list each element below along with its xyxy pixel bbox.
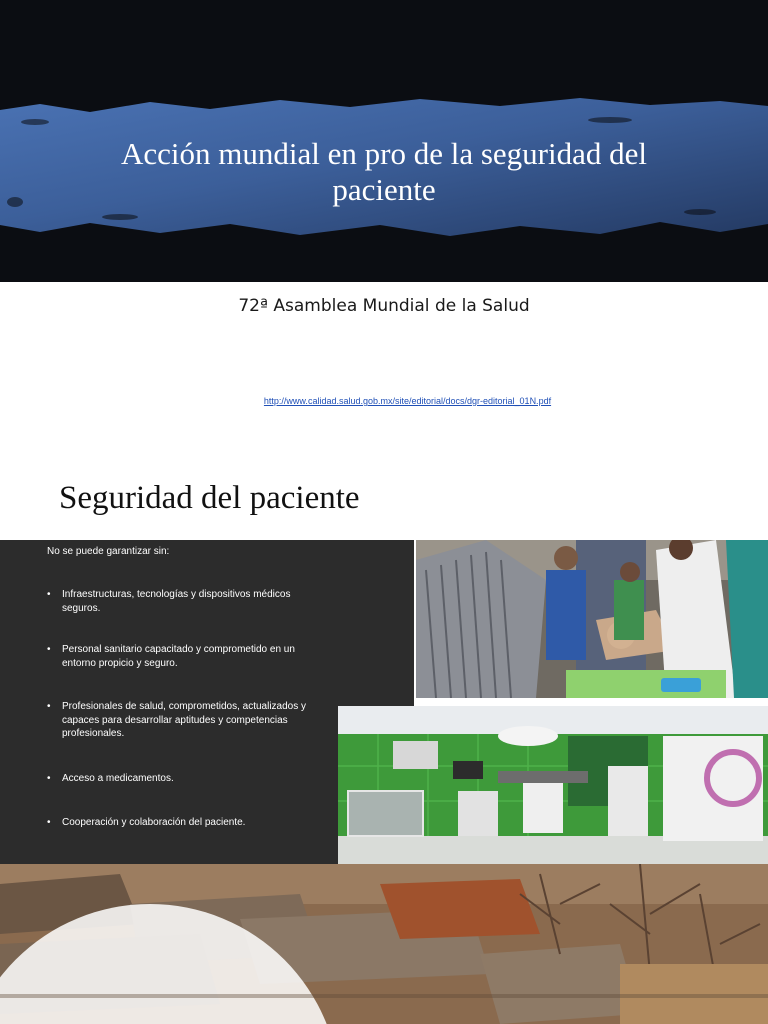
slide2-title: Seguridad del paciente [59,480,360,516]
title-line-1: Acción mundial en pro de la seguridad del [121,136,647,171]
list-item: • Cooperación y colaboración del paciente. [47,817,246,828]
list-item: • Infraestructuras, tecnologías y dispositivos médicos seguros. [47,589,291,614]
bullet-icon: • [47,644,51,655]
medical-training-photo [416,540,768,698]
list-item: • Personal sanitario capacitado y comprometido en un entorno propicio y seguro. [47,644,295,669]
bullet-icon: • [47,817,51,828]
editorial-link[interactable]: http://www.calidad.salud.gob.mx/site/editorial/docs/dgr-editorial_01N.pdf [263,396,552,406]
list-item: • Acceso a medicamentos. [47,773,174,784]
panel-intro: No se puede garantizar sin: [47,546,170,557]
shanty-town-photo [0,864,768,1024]
content-slide [0,464,768,1024]
slide1-subtitle: 72ª Asamblea Mundial de la Salud [238,296,530,316]
slide1-title [60,136,708,208]
title-banner [0,0,768,282]
bullet-icon: • [47,773,51,784]
bullet-icon: • [47,589,51,600]
operating-room-photo [338,706,768,866]
title-line-2: paciente [332,172,436,207]
bullet-icon: • [47,701,51,712]
list-item: • Profesionales de salud, comprometidos, actualizados y capaces para desarrollar aptitudes y competencias profesionales. [47,701,307,739]
